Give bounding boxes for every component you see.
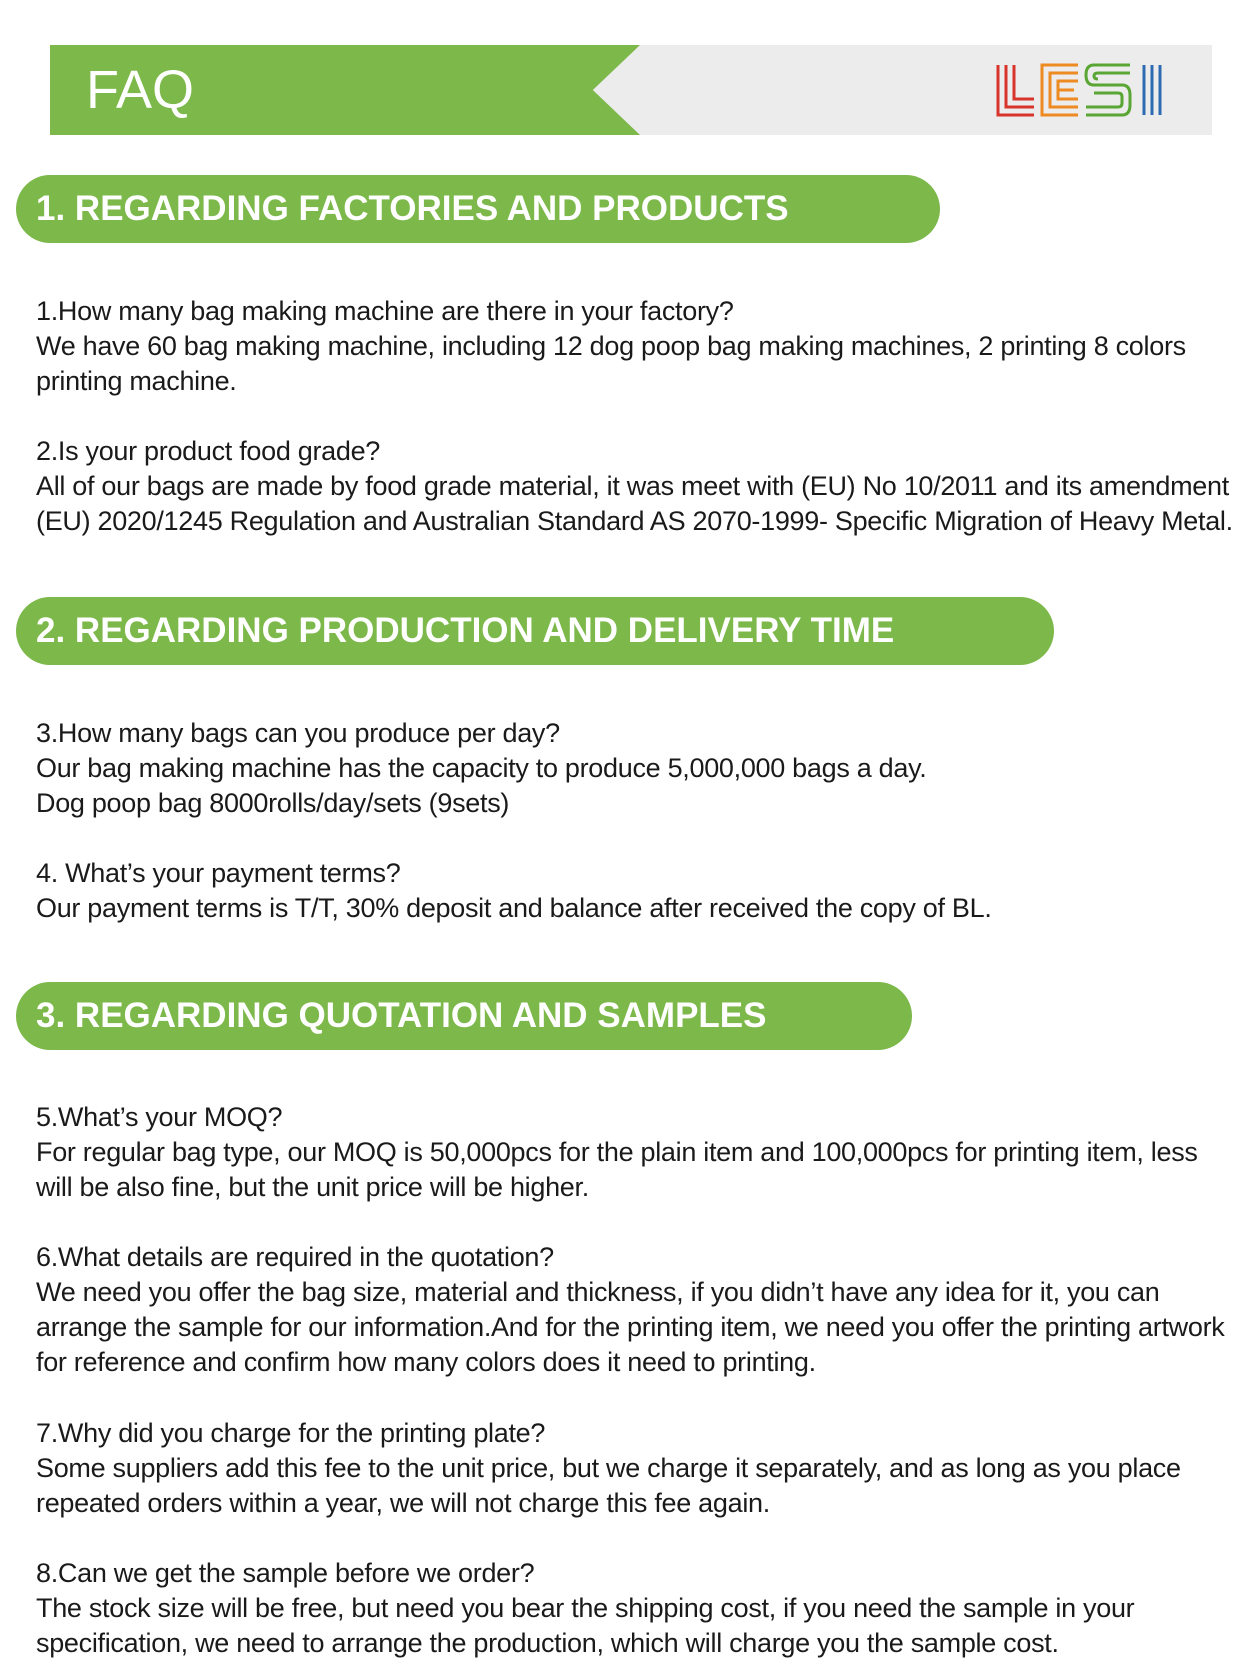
faq-answer: Our bag making machine has the capacity to produce 5,000,000 bags a day. [36, 753, 927, 783]
section-header-quotation-samples: 3. REGARDING QUOTATION AND SAMPLES [16, 982, 912, 1050]
faq-item-5 [36, 1100, 1236, 1205]
page-title: FAQ [86, 60, 195, 120]
section-header-factories-products: 1. REGARDING FACTORIES AND PRODUCTS [16, 175, 940, 243]
faq-answer: Our payment terms is T/T, 30% deposit and balance after received the copy of BL. [36, 893, 992, 923]
faq-question: 5.What’s your MOQ? [36, 1102, 283, 1132]
faq-question: 3.How many bags can you produce per day? [36, 718, 560, 748]
faq-question: 7.Why did you charge for the printing plate? [36, 1418, 546, 1448]
faq-answer-extra: Dog poop bag 8000rolls/day/sets (9sets) [36, 788, 510, 818]
faq-header-banner [50, 45, 1212, 135]
lesi-logo-icon [994, 61, 1174, 119]
faq-answer: For regular bag type, our MOQ is 50,000pcs for the plain item and 100,000pcs for printing item, less will be also fine, but the unit price will be higher. [36, 1137, 1198, 1202]
faq-item-8 [36, 1556, 1236, 1661]
faq-question: 4. What’s your payment terms? [36, 858, 401, 888]
faq-answer: All of our bags are made by food grade material, it was meet with (EU) No 10/2011 and its amendment (EU) 2020/1245 Regulation and Australian Standard AS 2070-1999- Specific Migration of Heavy Metal. [36, 471, 1233, 536]
faq-answer: Some suppliers add this fee to the unit price, but we charge it separately, and as long as you place repeated orders within a year, we will not charge this fee again. [36, 1453, 1181, 1518]
faq-item-1 [36, 294, 1236, 399]
faq-question: 8.Can we get the sample before we order? [36, 1558, 535, 1588]
faq-question: 6.What details are required in the quotation? [36, 1242, 554, 1272]
faq-item-2 [36, 434, 1236, 539]
faq-item-4 [36, 856, 1236, 926]
section-header-production-delivery: 2. REGARDING PRODUCTION AND DELIVERY TIME [16, 597, 1054, 665]
faq-item-3 [36, 716, 1236, 821]
faq-answer: We need you offer the bag size, material and thickness, if you didn’t have any idea for it, you can arrange the sample for our information.And for the printing item, we need you offer the printing artwork for reference and confirm how many colors does it need to printing. [36, 1277, 1225, 1377]
faq-answer: The stock size will be free, but need you bear the shipping cost, if you need the sample in your specification, we need to arrange the production, which will charge you the sample cost. [36, 1593, 1135, 1658]
faq-item-7 [36, 1416, 1236, 1521]
faq-answer: We have 60 bag making machine, including 12 dog poop bag making machines, 2 printing 8 colors printing machine. [36, 331, 1186, 396]
faq-question: 2.Is your product food grade? [36, 436, 381, 466]
faq-item-6 [36, 1240, 1236, 1380]
lesi-logo [994, 61, 1174, 119]
faq-question: 1.How many bag making machine are there in your factory? [36, 296, 734, 326]
